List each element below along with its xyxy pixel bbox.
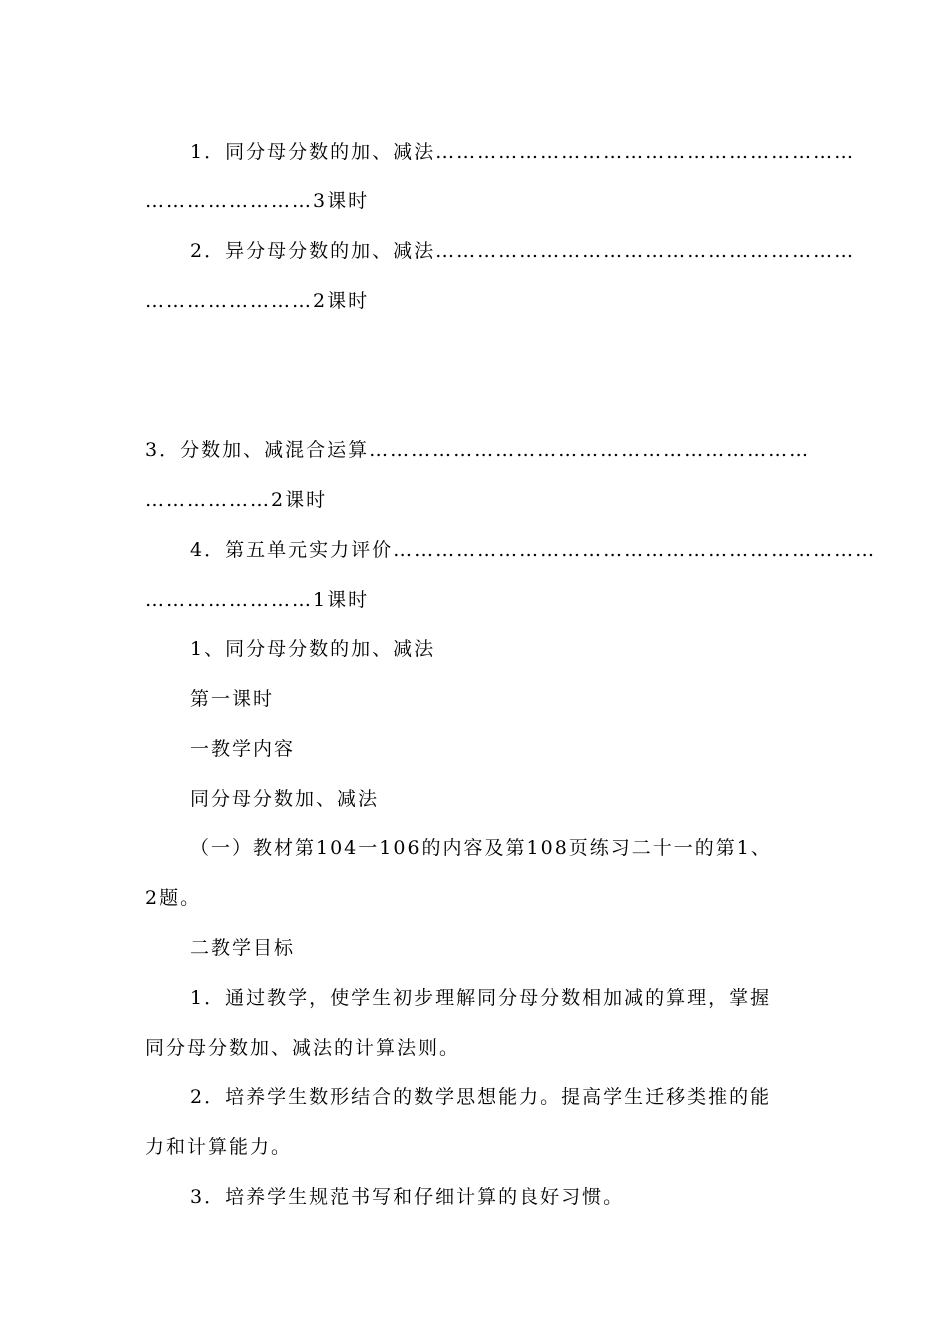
content-item-1: （一）教材第104一106的内容及第108页练习二十一的第1、 [190, 837, 772, 859]
section-heading: 1、同分母分数的加、减法 [190, 638, 436, 660]
toc-line-1: 1．同分母分数的加、减法…………………………………………………… [190, 141, 856, 163]
goal-1: 1．通过教学，使学生初步理解同分母分数相加减的算理，掌握 [190, 987, 772, 1009]
toc-line-4-cont: ……………………1课时 [145, 589, 370, 611]
goal-1-cont: 同分母分数加、减法的计算法则。 [145, 1037, 461, 1059]
toc-line-2: 2．异分母分数的加、减法…………………………………………………… [190, 240, 856, 262]
goal-2-cont: 力和计算能力。 [145, 1136, 293, 1158]
toc-line-3-cont: ………………2课时 [145, 489, 328, 511]
toc-line-2-cont: ……………………2课时 [145, 290, 370, 312]
toc-line-4: 4．第五单元实力评价…………………………………………………………… [190, 539, 877, 561]
content-item-1-cont: 2题。 [145, 887, 202, 909]
goals-heading: 二教学目标 [190, 937, 296, 959]
content-topic: 同分母分数加、减法 [190, 788, 380, 810]
toc-line-3: 3．分数加、减混合运算……………………………………………………… [145, 439, 811, 461]
lesson-title: 第一课时 [190, 688, 275, 710]
toc-line-1-cont: ……………………3课时 [145, 190, 370, 212]
goal-2: 2．培养学生数形结合的数学思想能力。提高学生迁移类推的能 [190, 1086, 772, 1108]
goal-3: 3．培养学生规范书写和仔细计算的良好习惯。 [190, 1186, 625, 1208]
content-heading: 一教学内容 [190, 738, 296, 760]
